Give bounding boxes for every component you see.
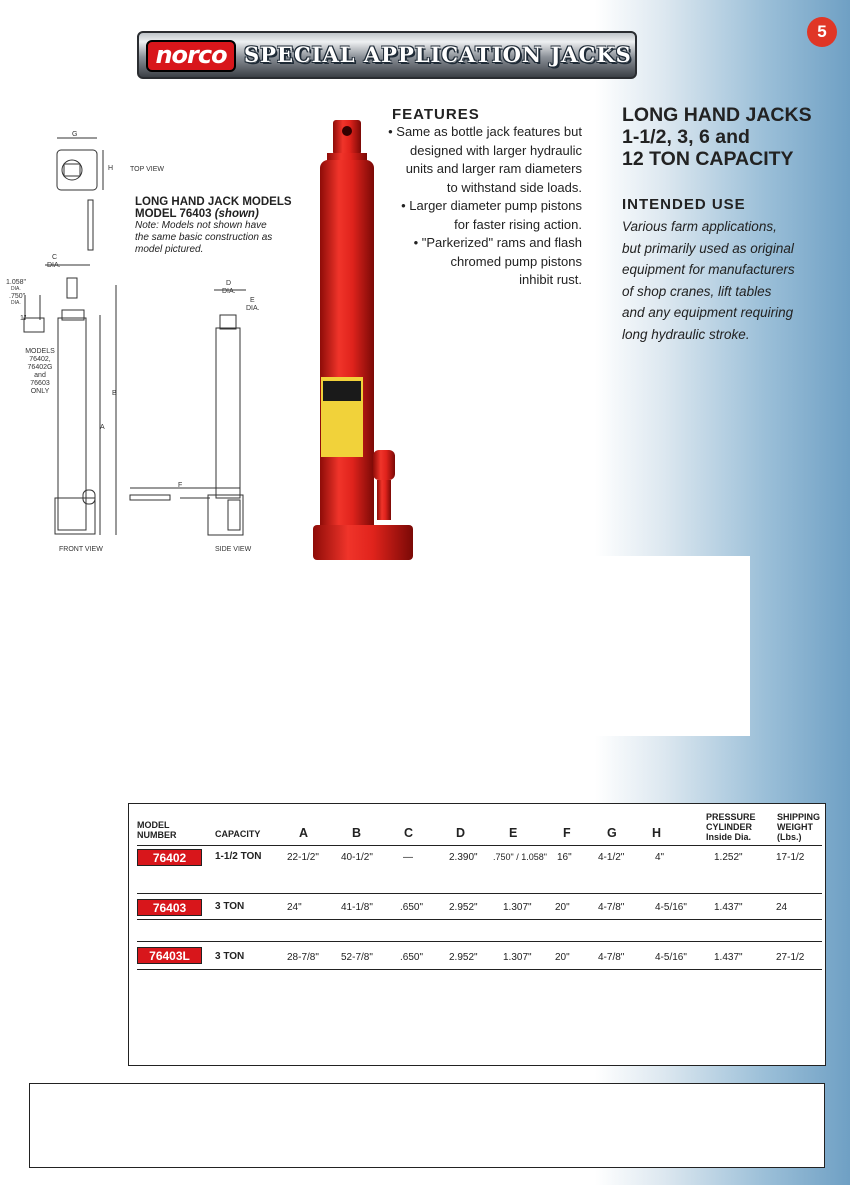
cell-a: 22-1/2" (287, 852, 319, 863)
models-heading: LONG HAND JACK MODELS (135, 196, 292, 208)
dim-1058-label: 1.058" (6, 279, 27, 286)
cell-e: .750" / 1.058" (493, 852, 547, 862)
col-weight-header: SHIPPING WEIGHT (Lbs.) (777, 812, 821, 842)
feature-line: for faster rising action. (454, 216, 582, 232)
cell-d: 2.952" (449, 952, 478, 963)
intended-use-line: Various farm applications, (622, 219, 777, 234)
cell-f: 16" (557, 852, 572, 863)
model-badge: 76403 (137, 899, 202, 916)
jack-base (313, 525, 413, 560)
page-title: SPECIAL APPLICATION JACKS (244, 42, 632, 67)
cell-weight: 17-1/2 (776, 852, 805, 863)
feature-line: chromed pump pistons (450, 253, 582, 269)
cell-d: 2.390" (449, 852, 478, 863)
col-model-header: MODEL NUMBER (137, 820, 177, 840)
cell-weight: 27-1/2 (776, 952, 805, 963)
col-g-header: G (607, 826, 617, 840)
models-note (135, 196, 315, 256)
page-number: 5 (807, 17, 837, 47)
cell-capacity: 3 TON (215, 901, 245, 912)
cell-f: 20" (555, 902, 570, 913)
long-hand-jack-image (305, 115, 415, 570)
product-title (622, 104, 812, 170)
feature-line: • "Parkerized" rams and flash (413, 235, 582, 250)
col-b-header: B (352, 826, 362, 840)
note-line: Note: Models not shown have (135, 220, 267, 231)
table-rule (137, 969, 822, 970)
col-pressure-header: PRESSURE CYLINDER Inside Dia. (706, 812, 756, 842)
cell-pressure: 1.437" (714, 952, 743, 963)
cell-e: 1.307" (503, 952, 532, 963)
col-d-header: D (456, 826, 466, 840)
cell-pressure: 1.252" (714, 852, 743, 863)
intended-use-line: but primarily used as original (622, 240, 794, 256)
cell-h: 4-5/16" (655, 902, 687, 913)
spec-table (128, 803, 826, 1066)
model-badge: 76402 (137, 849, 202, 866)
dim-750-label: .750" (9, 293, 26, 300)
cell-c: — (403, 852, 413, 863)
intended-use-line: of shop cranes, lift tables (622, 283, 772, 299)
product-title-line: 1-1/2, 3, 6 and (622, 126, 750, 148)
cell-b: 41-1/8" (341, 902, 373, 913)
dim-a-label: A (100, 424, 105, 431)
top-view-label: TOP VIEW (130, 166, 164, 173)
col-h-header: H (652, 826, 662, 840)
dim-e-dia-label: DIA. (246, 305, 260, 312)
intended-use-line: equipment for manufacturers (622, 262, 795, 277)
col-f-header: F (563, 826, 571, 840)
feature-line: • Same as bottle jack features but (388, 124, 582, 139)
models-only-line: 76402, (29, 356, 51, 363)
col-c-header: C (404, 826, 414, 840)
feature-line: units and larger ram diameters (405, 161, 582, 176)
dim-g-label: G (72, 131, 78, 138)
dim-1-label: 1" (20, 315, 27, 322)
intended-use-heading: INTENDED USE (622, 196, 746, 213)
dim-d-label: D (226, 280, 232, 287)
table-rule (137, 893, 822, 894)
cell-c: .650" (400, 902, 424, 913)
cell-weight: 24 (776, 902, 788, 913)
cell-capacity: 3 TON (215, 951, 245, 962)
dim-b-label: B (112, 390, 117, 397)
cell-e: 1.307" (503, 902, 532, 913)
col-e-header: E (509, 826, 518, 840)
cell-h: 4" (655, 852, 665, 863)
cell-g: 4-1/2" (598, 852, 625, 863)
technical-drawing (0, 120, 300, 570)
top-view-outline (57, 150, 97, 190)
dim-c-dia-label: DIA. (47, 262, 61, 269)
feature-line: inhibit rust. (519, 272, 582, 287)
cell-c: .650" (400, 952, 424, 963)
cell-f: 20" (555, 952, 570, 963)
cell-pressure: 1.437" (714, 902, 743, 913)
dim-f-label: F (178, 482, 183, 489)
footer-box (29, 1083, 825, 1168)
intended-use-line: long hydraulic stroke. (622, 326, 750, 342)
note-line: the same basic construction as (135, 232, 273, 243)
intended-use-text (622, 216, 822, 345)
dim-c-label: C (52, 254, 58, 261)
top-view-ram (62, 160, 82, 180)
models-only-line: 76603 (30, 380, 50, 387)
note-line: model pictured. (135, 244, 204, 255)
dim-h-label: H (108, 165, 114, 172)
front-view-label: FRONT VIEW (59, 546, 103, 553)
models-heading-shown: (shown) (214, 208, 259, 220)
models-heading-model: MODEL 76403 (135, 208, 212, 220)
models-only-line: MODELS (25, 348, 55, 355)
cell-b: 52-7/8" (341, 952, 373, 963)
model-badge: 76403L (137, 947, 202, 964)
cell-capacity: 1-1/2 TON (215, 851, 262, 862)
intended-use-line: and any equipment requiring (622, 305, 794, 320)
feature-line: designed with larger hydraulic (410, 142, 582, 158)
table-rule (137, 941, 822, 942)
side-view-label: SIDE VIEW (215, 546, 252, 553)
cell-g: 4-7/8" (598, 952, 625, 963)
table-rule (137, 919, 822, 920)
table-rule (137, 845, 822, 846)
col-a-header: A (299, 826, 309, 840)
cell-d: 2.952" (449, 902, 478, 913)
feature-line: to withstand side loads. (446, 179, 582, 195)
models-only-line: ONLY (30, 388, 50, 395)
dim-1058-dia-label: DIA. (11, 286, 21, 292)
cell-h: 4-5/16" (655, 952, 687, 963)
product-title-line: LONG HAND JACKS (622, 104, 812, 126)
cell-a: 28-7/8" (287, 952, 319, 963)
cell-g: 4-7/8" (598, 902, 625, 913)
product-title-line: 12 TON CAPACITY (622, 148, 794, 170)
blank-panel (432, 556, 750, 736)
cell-b: 40-1/2" (341, 852, 373, 863)
features-heading: FEATURES (392, 106, 480, 123)
models-only-line: and (34, 372, 46, 379)
dim-e-label: E (250, 297, 255, 304)
col-capacity-header: CAPACITY (215, 829, 261, 839)
models-only-line: 76402G (27, 364, 53, 371)
cell-a: 24" (287, 902, 302, 913)
norco-logo: norco (146, 40, 236, 72)
dim-d-dia-label: DIA. (222, 288, 236, 295)
models-only-note (20, 348, 60, 396)
dim-750-dia-label: DIA. (11, 300, 21, 306)
feature-line: • Larger diameter pump pistons (401, 198, 582, 213)
